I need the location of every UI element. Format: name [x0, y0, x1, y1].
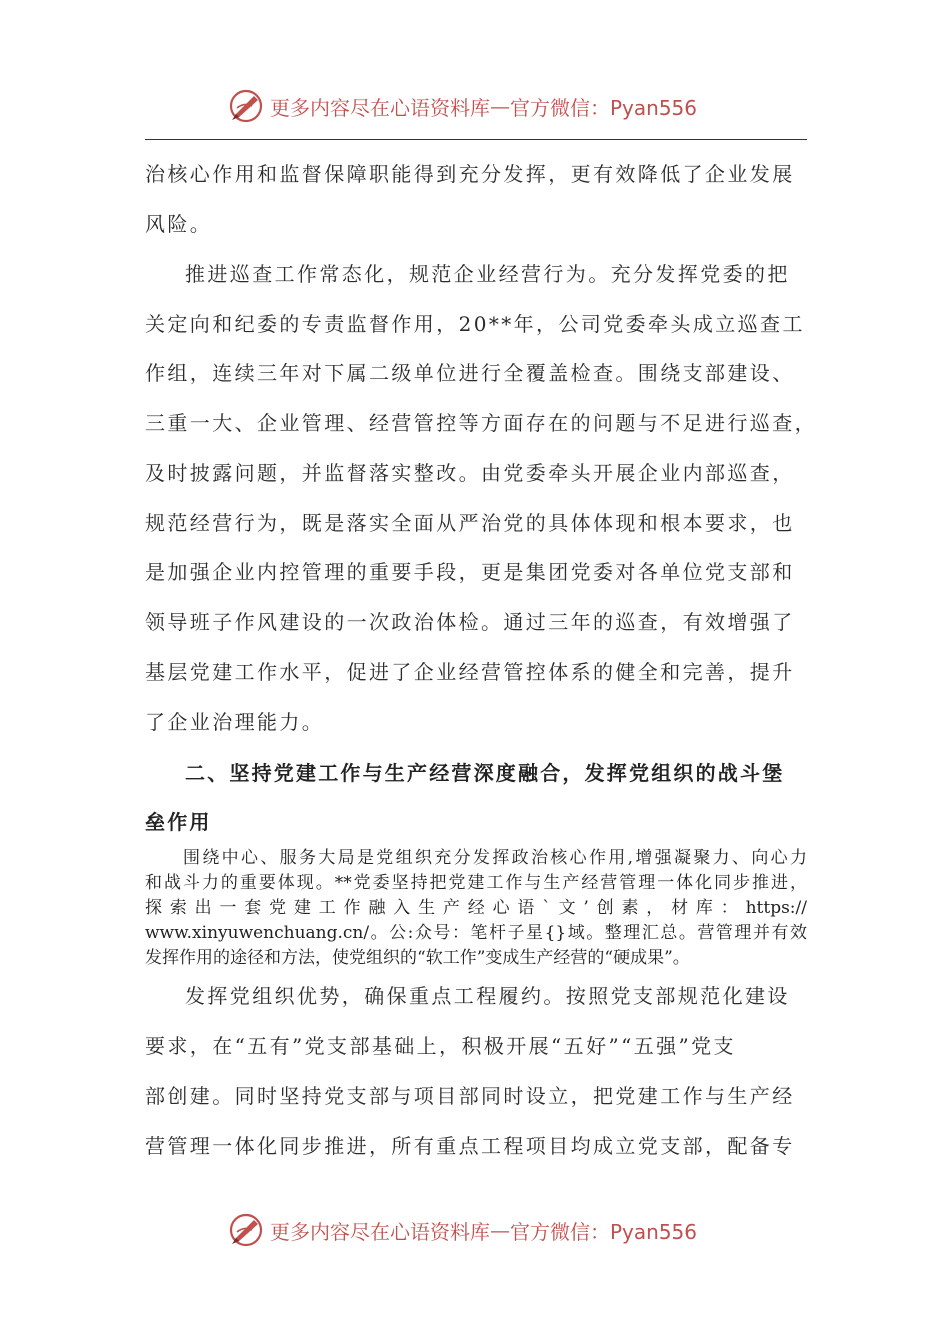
- header-banner-sub: 官方微信：Pyan556: [510, 95, 698, 120]
- header-banner-main: 更多内容尽在心语资料库: [270, 95, 490, 120]
- page-header: [0, 86, 950, 126]
- body-line: 关定向和纪委的专责监督作用，20**年，公司党委牵头成立巡查工: [145, 312, 805, 336]
- body-line: 发挥党组织优势，确保重点工程履约。按照党支部规范化建设: [185, 984, 790, 1008]
- body-line: 作组，连续三年对下属二级单位进行全覆盖检查。围绕支部建设、: [145, 361, 795, 385]
- section-heading: 二、坚持党建工作与生产经营深度融合，发挥党组织的战斗堡: [185, 761, 785, 785]
- pen-logo-icon: [228, 1212, 264, 1248]
- body-line: 及时披露问题，并监督落实整改。由党委牵头开展企业内部巡查，: [145, 461, 795, 485]
- body-line: 营管理一体化同步推进，所有重点工程项目均成立党支部，配备专: [145, 1134, 795, 1158]
- compact-line: 和战斗力的重要体现。**党委坚持把党建工作与生产经营管理一体化同步推进，: [145, 873, 807, 893]
- footer-banner-dash: —: [490, 1218, 510, 1242]
- body-line: 要求，在“五有”党支部基础上，积极开展“五好”“五强”党支: [145, 1034, 736, 1058]
- footer-banner-sub: 官方微信：Pyan556: [510, 1219, 698, 1244]
- pen-logo-icon: [228, 88, 264, 124]
- compact-paragraph: [145, 846, 807, 971]
- body-line: 推进巡查工作常态化，规范企业经营行为。充分发挥党委的把: [185, 262, 790, 286]
- body-line: 基层党建工作水平，促进了企业经营管控体系的健全和完善，提升: [145, 660, 795, 684]
- body-line: 三重一大、企业管理、经营管控等方面存在的问题与不足进行巡查，: [145, 411, 817, 435]
- body-line: 是加强企业内控管理的重要手段，更是集团党委对各单位党支部和: [145, 560, 795, 584]
- body-line: 规范经营行为，既是落实全面从严治党的具体体现和根本要求，也: [145, 511, 795, 535]
- compact-line: 围绕中心、服务大局是党组织充分发挥政治核心作用,增强凝聚力、向心力: [183, 848, 807, 868]
- body-line: 了企业治理能力。: [145, 710, 325, 734]
- body-line: 风险。: [145, 212, 213, 236]
- body-line: 治核心作用和监督保障职能得到充分发挥，更有效降低了企业发展: [145, 162, 795, 186]
- section-heading-cont: 垒作用: [145, 810, 212, 834]
- page-footer: [0, 1210, 950, 1250]
- compact-line: www.xinyuwenchuang.cn/。公:众号：笔杆子星{}域。整理汇总。营管理并有效: [145, 923, 807, 943]
- body-line: 领导班子作风建设的一次政治体检。通过三年的巡查，有效增强了: [145, 610, 795, 634]
- header-divider: [145, 139, 807, 140]
- header-banner-dash: —: [490, 94, 510, 118]
- compact-line: 发挥作用的途径和方法，使党组织的“软工作”变成生产经营的“硬成果”。: [145, 948, 690, 968]
- body-line: 部创建。同时坚持党支部与项目部同时设立，把党建工作与生产经: [145, 1084, 795, 1108]
- footer-banner: [228, 1210, 697, 1250]
- header-banner: [228, 86, 697, 126]
- footer-banner-main: 更多内容尽在心语资料库: [270, 1219, 490, 1244]
- compact-line: 探索出一套党建工作融入生产经心语`文’创素，材库：https://: [145, 898, 807, 918]
